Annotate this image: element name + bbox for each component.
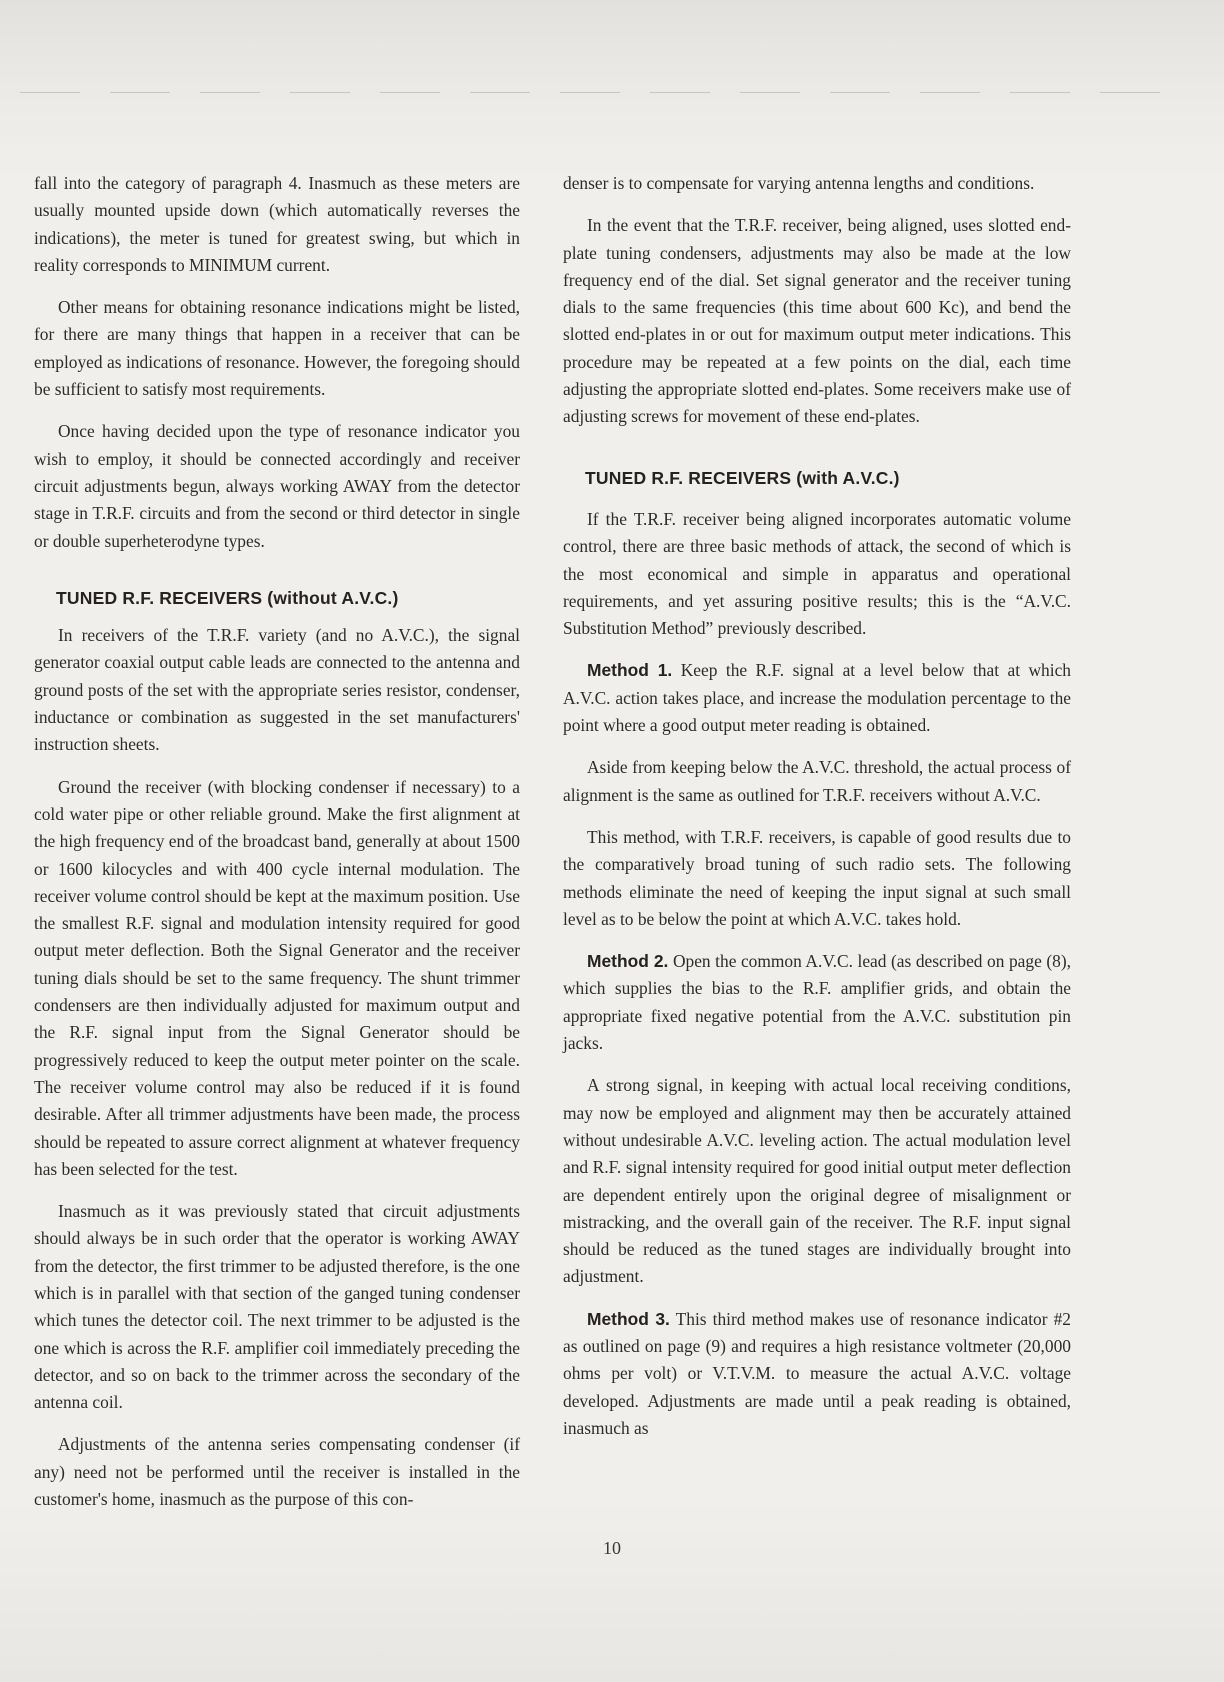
method-label: Method 2. — [587, 951, 669, 972]
left-column — [34, 170, 520, 1528]
paragraph: A strong signal, in keeping with actual local receiving conditions, may now be employed and alignment may then be accurately attained without undesirable A.V.C. leveling action. The actual modulation level and R.F. signal intensity required for good initial output meter deflection are dependent entirely upon the original degree of misalignment or mistracking, and the overall gain of the receiver. The R.F. input signal should be reduced as the tuned stages are individually brought into adjustment. — [563, 1075, 1071, 1287]
method-text: This third method makes use of resonance indicator #2 as outlined on page (9) and requires a high resistance voltmeter (20,000 ohms per volt) or V.T.V.M. to measure the actual A.V.C. voltage developed. Adjustments are made until a peak reading is obtained, inasmuch as — [563, 1308, 1071, 1438]
paragraph: In the event that the T.R.F. receiver, being aligned, uses slotted end-plate tuning condensers, adjustments may also be made at the low frequency end of the dial. Set signal generator and the receiver tuning dials to the same frequencies (this time about 600 Kc), and bend the slotted end-plates in or out for maximum output meter indications. This procedure may be repeated at a few points on the dial, each time adjusting the appropriate slotted end-plates. Some receivers make use of adjusting screws for movement of these end-plates. — [563, 215, 1071, 427]
section-heading: TUNED R.F. RECEIVERS (with A.V.C.) — [585, 467, 900, 488]
paragraph: denser is to compensate for varying antenna lengths and conditions. — [563, 173, 1035, 193]
paragraph: Other means for obtaining resonance indications might be listed, for there are many things that happen in a receiver that can be employed as indications of resonance. However, the foregoing should be sufficient to satisfy most requirements. — [34, 297, 520, 400]
paragraph: This method, with T.R.F. receivers, is capable of good results due to the comparatively broad tuning of such radio sets. The following methods eliminate the need of keeping the input signal at such small level as to be below the point at which A.V.C. takes hold. — [563, 826, 1071, 929]
method-text: Open the common A.V.C. lead (as described on page (8), which supplies the bias to the R.F. amplifier grids, and obtain the appropriate fixed negative potential from the A.V.C. substitution pin jacks. — [563, 951, 1071, 1054]
section-heading: TUNED R.F. RECEIVERS (without A.V.C.) — [56, 587, 399, 608]
paragraph: Ground the receiver (with blocking condenser if necessary) to a cold water pipe or other reliable ground. Make the first alignment at the high frequency end of the broadcast band, generally at about 1500 or 1600 kilocycles and with 400 cycle internal modulation. The receiver volume control should be kept at the maximum position. Use the smallest R.F. signal and modulation intensity required for good output meter deflection. Both the Signal Generator and the receiver tuning dials should be set to the same frequency. The shunt trimmer condensers are then individually adjusted for maximum output and the R.F. signal input from the Signal Generator should be progressively reduced to keep the output meter pointer on the scale. The receiver volume control may also be reduced if it is found desirable. After all trimmer adjustments have been made, the process should be repeated to assure correct alignment at whatever frequency has been selected for the test. — [34, 776, 520, 1179]
method-label: Method 1. — [587, 660, 673, 681]
paragraph: Aside from keeping below the A.V.C. threshold, the actual process of alignment is the same as outlined for T.R.F. receivers without A.V.C. — [563, 757, 1071, 805]
page-number: 10 — [603, 1538, 621, 1558]
right-column — [563, 170, 1071, 1457]
paragraph: In receivers of the T.R.F. variety (and no A.V.C.), the signal generator coaxial output cable leads are connected to the antenna and ground posts of the set with the appropriate series resistor, condenser, inductance or combination as suggested in the set manufacturers' instruction sheets. — [34, 625, 520, 755]
method-paragraph — [563, 657, 1071, 739]
paragraph: Inasmuch as it was previously stated that circuit adjustments should always be in such order that the operator is working AWAY from the detector, the first trimmer to be adjusted therefore, is the one which is in parallel with that section of the ganged tuning condenser which tunes the detector coil. The next trimmer to be adjusted is the one which is across the R.F. amplifier coil immediately preceding the detector, and so on back to the trimmer across the secondary of the antenna coil. — [34, 1201, 520, 1413]
scan-edge-line — [20, 92, 1184, 93]
paragraph: fall into the category of paragraph 4. Inasmuch as these meters are usually mounted upside down (which automatically reverses the indications), the meter is tuned for greatest swing, but which in reality corresponds to MINIMUM current. — [34, 173, 520, 275]
method-text: Keep the R.F. signal at a level below that at which A.V.C. action takes place, and increase the modulation percentage to the point where a good output meter reading is obtained. — [563, 660, 1071, 736]
method-label: Method 3. — [587, 1308, 670, 1329]
paragraph: If the T.R.F. receiver being aligned incorporates automatic volume control, there are three basic methods of attack, the second of which is the most economical and simple in apparatus and operational requirements, and yet assuring positive results; this is the “A.V.C. Substitution Method” previously described. — [563, 508, 1071, 639]
paragraph: Once having decided upon the type of resonance indicator you wish to employ, it should be connected accordingly and receiver circuit adjustments begun, always working AWAY from the detector stage in T.R.F. circuits and from the second or third detector in single or double superheterodyne types. — [34, 421, 520, 551]
method-paragraph — [563, 948, 1071, 1057]
paragraph: Adjustments of the antenna series compensating condenser (if any) need not be performed until the receiver is installed in the customer's home, inasmuch as the purpose of this con- — [34, 1434, 520, 1510]
method-paragraph — [563, 1306, 1071, 1442]
